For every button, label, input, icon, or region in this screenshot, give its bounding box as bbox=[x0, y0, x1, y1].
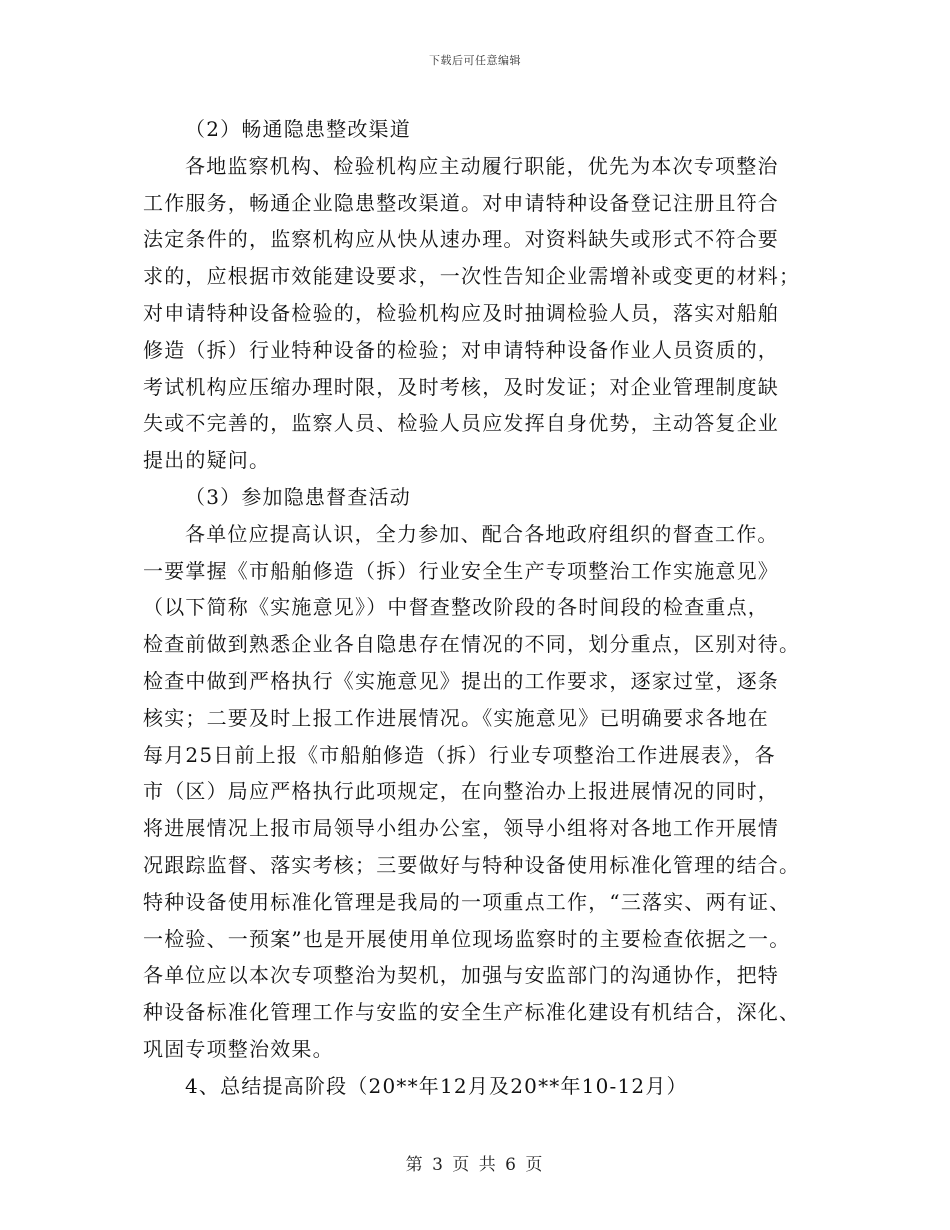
paragraph-line: 工作服务，畅通企业隐患整改渠道。对申请特种设备登记注册且符合 bbox=[143, 190, 779, 215]
paragraph-line: （以下简称《实施意见》）中督查整改阶段的各时间段的检查重点， bbox=[143, 595, 769, 620]
paragraph-line: 市（区）局应严格执行此项规定，在向整治办上报进展情况的同时， bbox=[143, 779, 779, 804]
paragraph-line: 特种设备使用标准化管理是我局的一项重点工作，“三落实、两有证、 bbox=[143, 889, 791, 914]
paragraph-line: 每月25日前上报《市船舶修造（拆）行业专项整治工作进展表》，各 bbox=[143, 742, 776, 767]
section-heading-4: 4、总结提高阶段（20**年12月及20**年10-12月） bbox=[185, 1073, 688, 1098]
paragraph-line: 对申请特种设备检验的，检验机构应及时抽调检验人员，落实对船舶 bbox=[143, 300, 779, 325]
paragraph-line: 种设备标准化管理工作与安监的安全生产标准化建设有机结合，深化、 bbox=[143, 1000, 801, 1025]
paragraph-line: 将进展情况上报市局领导小组办公室，领导小组将对各地工作开展情 bbox=[143, 816, 779, 841]
paragraph-line: 一检验、一预案”也是开展使用单位现场监察时的主要检查依据之一。 bbox=[143, 926, 791, 951]
paragraph-line: 法定条件的，监察机构应从快从速办理。对资料缺失或形式不符合要 bbox=[143, 227, 779, 252]
paragraph-line: 检查前做到熟悉企业各自隐患存在情况的不同，划分重点，区别对待。 bbox=[143, 632, 801, 657]
subheading-3: （3）参加隐患督查活动 bbox=[185, 484, 411, 509]
paragraph-line: 提出的疑问。 bbox=[143, 448, 271, 473]
paragraph-line: 核实；二要及时上报工作进展情况。《实施意见》已明确要求各地在 bbox=[143, 705, 769, 730]
paragraph-line: 况跟踪监督、落实考核；三要做好与特种设备使用标准化管理的结合。 bbox=[143, 852, 801, 877]
paragraph-line: 各单位应提高认识，全力参加、配合各地政府组织的督查工作。 bbox=[185, 521, 779, 546]
paragraph-line: 各地监察机构、检验机构应主动履行职能，优先为本次专项整治 bbox=[185, 153, 779, 178]
document-body bbox=[143, 111, 808, 1105]
subheading-2: （2）畅通隐患整改渠道 bbox=[185, 117, 411, 141]
paragraph-line: 修造（拆）行业特种设备的检验；对申请特种设备作业人员资质的， bbox=[143, 337, 779, 362]
paragraph-line: 求的，应根据市效能建设要求，一次性告知企业需增补或变更的材料； bbox=[143, 264, 801, 289]
page-header: 下载后可任意编辑 bbox=[429, 54, 521, 67]
paragraph-line: 考试机构应压缩办理时限，及时考核，及时发证；对企业管理制度缺 bbox=[143, 374, 779, 399]
page-number: 第 3 页 共 6 页 bbox=[405, 1155, 545, 1175]
paragraph-line: 检查中做到严格执行《实施意见》提出的工作要求，逐家过堂，逐条 bbox=[143, 668, 779, 693]
paragraph-line: 一要掌握《市船舶修造（拆）行业安全生产专项整治工作实施意见》 bbox=[143, 558, 779, 583]
paragraph-line: 失或不完善的，监察人员、检验人员应发挥自身优势，主动答复企业 bbox=[143, 411, 779, 436]
paragraph-line: 巩固专项整治效果。 bbox=[143, 1036, 334, 1061]
paragraph-line: 各单位应以本次专项整治为契机，加强与安监部门的沟通协作，把特 bbox=[143, 963, 779, 988]
